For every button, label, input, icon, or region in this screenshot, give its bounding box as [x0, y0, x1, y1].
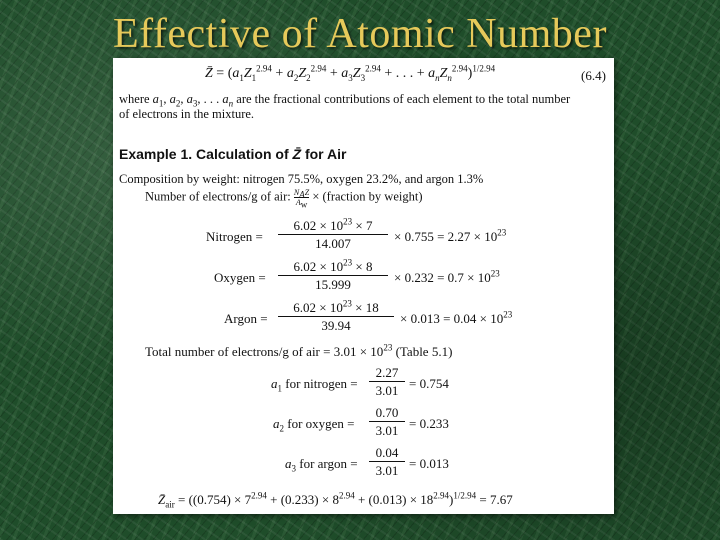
argon-label: Argon = — [224, 311, 268, 326]
nitrogen-label: Nitrogen = — [206, 229, 263, 244]
total-electrons-line: Total number of electrons/g of air = $3.01 \times 10^{23}$ (Table 5.1) — [145, 342, 453, 359]
a2-result: = 0.233 — [409, 416, 449, 431]
a3-result: = 0.013 — [409, 456, 449, 471]
z-air-equation: $Z̄_{air} = ((0.754) \times 7^{2.94} + (0.233) \times 8^{2.94} + (0.013) \times 18^{2.94})^{1/2.94} = 7.67$ — [158, 490, 513, 510]
example-heading: Example 1. Calculation of Z̄ for Air — [119, 146, 347, 162]
oxygen-label: Oxygen = — [214, 270, 266, 285]
a2-fraction: $\frac{0.70}{3.01}$ — [369, 405, 405, 438]
a3-label: $a_3$ for argon = — [285, 456, 358, 474]
electrons-per-gram-line: Number of electrons/g of air: $N_AZ$ $A_w$ × (fraction by weight) — [145, 188, 423, 210]
oxygen-result: × $0.232 = 0.7 \times 10^{23}$ — [394, 268, 500, 285]
equation-6-4: Z̄ = ($a_1Z_1^{2.94} + a_2Z_2^{2.94} + a_3Z_3^{2.94}$ + . . . + $a_nZ_n^{2.94})^{1/2.94}$ — [205, 63, 496, 83]
slide-title: Effective of Atomic Number — [113, 11, 607, 57]
a1-fraction: $\frac{2.27}{3.01}$ — [369, 365, 405, 398]
argon-fraction: $\frac{6.02 \times 10^{23} \times 18}{39.94}$ — [278, 300, 394, 333]
composition-line: Composition by weight: nitrogen 75.5%, oxygen 23.2%, and argon 1.3% — [119, 172, 484, 186]
where-text-line-2: of electrons in the mixture. — [119, 107, 255, 121]
textbook-excerpt — [113, 58, 614, 514]
a2-label: $a_2$ for oxygen = — [273, 416, 355, 434]
oxygen-fraction: $\frac{6.02 \times 10^{23} \times 8}{15.999}$ — [278, 259, 388, 292]
a3-fraction: $\frac{0.04}{3.01}$ — [369, 445, 405, 478]
equation-number: (6.4) — [581, 68, 606, 83]
nitrogen-result: × $0.755 = 2.27 \times 10^{23}$ — [394, 227, 507, 244]
where-text-line-1: where $a_1$, $a_2$, $a_3$, . . . $a_n$ are the fractional contributions of each element to the total number — [119, 92, 571, 109]
a1-result: = 0.754 — [409, 376, 449, 391]
a1-label: $a_1$ for nitrogen = — [271, 376, 358, 394]
nitrogen-fraction: $\frac{6.02 \times 10^{23} \times 7}{14.007}$ — [278, 218, 388, 251]
argon-result: × $0.013 = 0.04 \times 10^{23}$ — [400, 309, 513, 326]
